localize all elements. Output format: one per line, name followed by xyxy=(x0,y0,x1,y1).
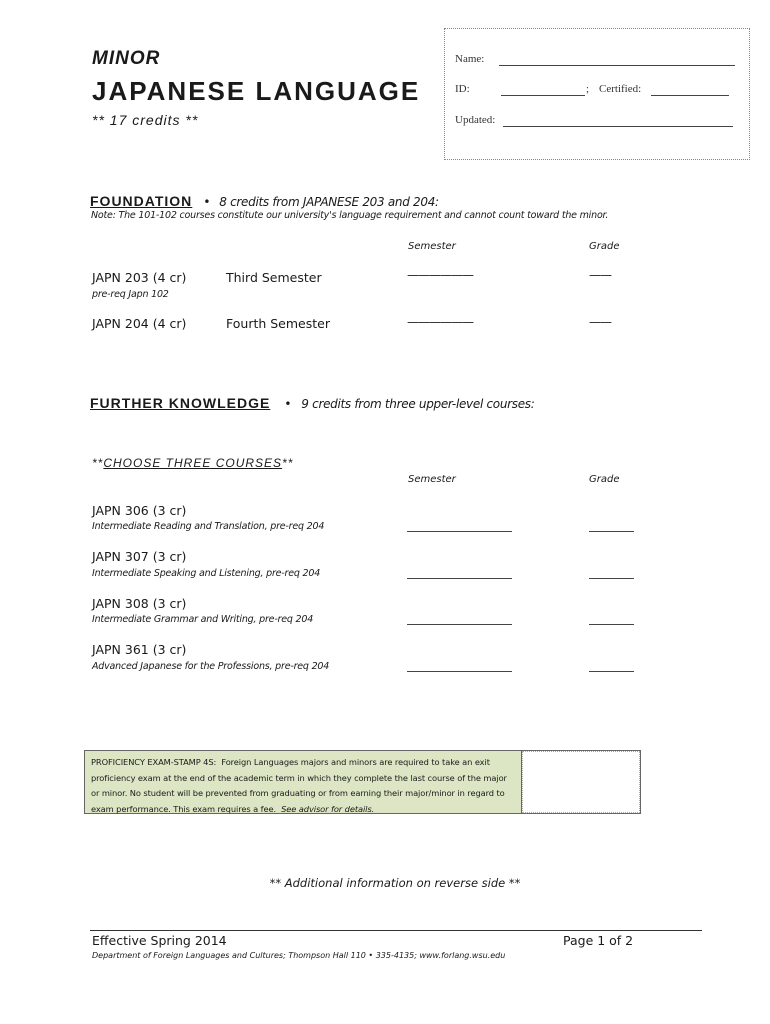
updated-field[interactable] xyxy=(503,126,733,127)
choose-courses-label xyxy=(92,456,293,470)
further-heading: FURTHER KNOWLEDGE xyxy=(90,395,271,411)
credits-label: ** 17 credits ** xyxy=(92,112,199,128)
proficiency-title: PROFICIENCY EXAM-STAMP 4S: xyxy=(91,757,217,767)
course-code-japn-361: JAPN 361 (3 cr) xyxy=(92,642,187,657)
grade-field-japn-306[interactable] xyxy=(589,531,634,532)
certified-field[interactable] xyxy=(651,95,729,96)
proficiency-exam-box xyxy=(84,750,641,814)
id-separator: ; xyxy=(586,83,590,95)
choose-text: CHOOSE THREE COURSES xyxy=(103,456,283,470)
grade-field-japn-308[interactable] xyxy=(589,624,634,625)
further-col-semester: Semester xyxy=(408,474,456,485)
semester-field-japn-306[interactable] xyxy=(407,531,512,532)
choose-suffix: ** xyxy=(282,456,294,470)
semester-blank-japn-203[interactable]: —————— xyxy=(407,268,473,282)
foundation-col-semester: Semester xyxy=(408,241,456,252)
proficiency-body: Foreign Languages majors and minors are required to take an exit proficiency exam at the end of the academic term in which they complete the last course of the major or minor. No student will be prevented from graduating or from earning their major/minor in regard to exam performance. This exam requires a fee. xyxy=(91,757,507,814)
course-desc-japn-306: Intermediate Reading and Translation, pre-req 204 xyxy=(92,521,325,532)
id-field[interactable] xyxy=(501,95,585,96)
course-code-japn-308: JAPN 308 (3 cr) xyxy=(92,596,187,611)
further-heading-row xyxy=(90,393,535,412)
course-desc-japn-308: Intermediate Grammar and Writing, pre-req 204 xyxy=(92,614,314,625)
foundation-heading: FOUNDATION xyxy=(90,193,193,209)
page-number: Page 1 of 2 xyxy=(563,933,634,948)
footer-divider xyxy=(90,930,702,931)
further-col-grade: Grade xyxy=(589,474,620,485)
department-contact: Department of Foreign Languages and Cultures; Thompson Hall 110 • 335-4135; www.forlang.wsu.edu xyxy=(92,951,506,960)
name-field[interactable] xyxy=(499,65,735,66)
grade-blank-japn-203[interactable]: —— xyxy=(589,268,611,282)
grade-blank-japn-204[interactable]: —— xyxy=(589,315,611,329)
course-desc-japn-361: Advanced Japanese for the Professions, pre-req 204 xyxy=(92,661,330,672)
course-code-japn-204: JAPN 204 (4 cr) xyxy=(92,316,187,331)
minor-label: MINOR xyxy=(92,48,161,69)
foundation-heading-row xyxy=(90,191,439,210)
grade-field-japn-307[interactable] xyxy=(589,578,634,579)
semester-field-japn-307[interactable] xyxy=(407,578,512,579)
course-code-japn-307: JAPN 307 (3 cr) xyxy=(92,549,187,564)
effective-date: Effective Spring 2014 xyxy=(92,933,227,948)
semester-field-japn-361[interactable] xyxy=(407,671,512,672)
page-title: JAPANESE LANGUAGE xyxy=(92,76,421,106)
course-desc-japn-307: Intermediate Speaking and Listening, pre-req 204 xyxy=(92,568,321,579)
additional-info-note: ** Additional information on reverse side ** xyxy=(269,876,521,890)
student-info-box xyxy=(444,28,750,160)
course-code-japn-306: JAPN 306 (3 cr) xyxy=(92,503,187,518)
further-desc: 9 credits from three upper-level courses: xyxy=(301,397,535,411)
foundation-bullet: • xyxy=(203,195,211,209)
proficiency-advisor-note: See advisor for details. xyxy=(281,803,375,814)
name-label: Name: xyxy=(455,53,485,65)
grade-field-japn-361[interactable] xyxy=(589,671,634,672)
updated-label: Updated: xyxy=(455,114,496,126)
course-name-japn-203: Third Semester xyxy=(226,270,322,285)
semester-field-japn-308[interactable] xyxy=(407,624,512,625)
further-bullet: • xyxy=(284,397,292,411)
foundation-desc: 8 credits from JAPANESE 203 and 204: xyxy=(219,195,439,209)
choose-prefix: ** xyxy=(92,456,104,470)
proficiency-stamp-area xyxy=(522,751,640,813)
semester-blank-japn-204[interactable]: —————— xyxy=(407,315,473,329)
course-prereq-japn-203: pre-req Japn 102 xyxy=(92,289,169,300)
course-code-japn-203: JAPN 203 (4 cr) xyxy=(92,270,187,285)
certified-label: Certified: xyxy=(599,83,642,95)
id-label: ID: xyxy=(455,83,470,95)
course-name-japn-204: Fourth Semester xyxy=(226,316,330,331)
foundation-note: Note: The 101-102 courses constitute our university's language requirement and cannot count toward the minor. xyxy=(91,210,609,221)
foundation-col-grade: Grade xyxy=(589,241,620,252)
proficiency-exam-text xyxy=(85,751,522,813)
